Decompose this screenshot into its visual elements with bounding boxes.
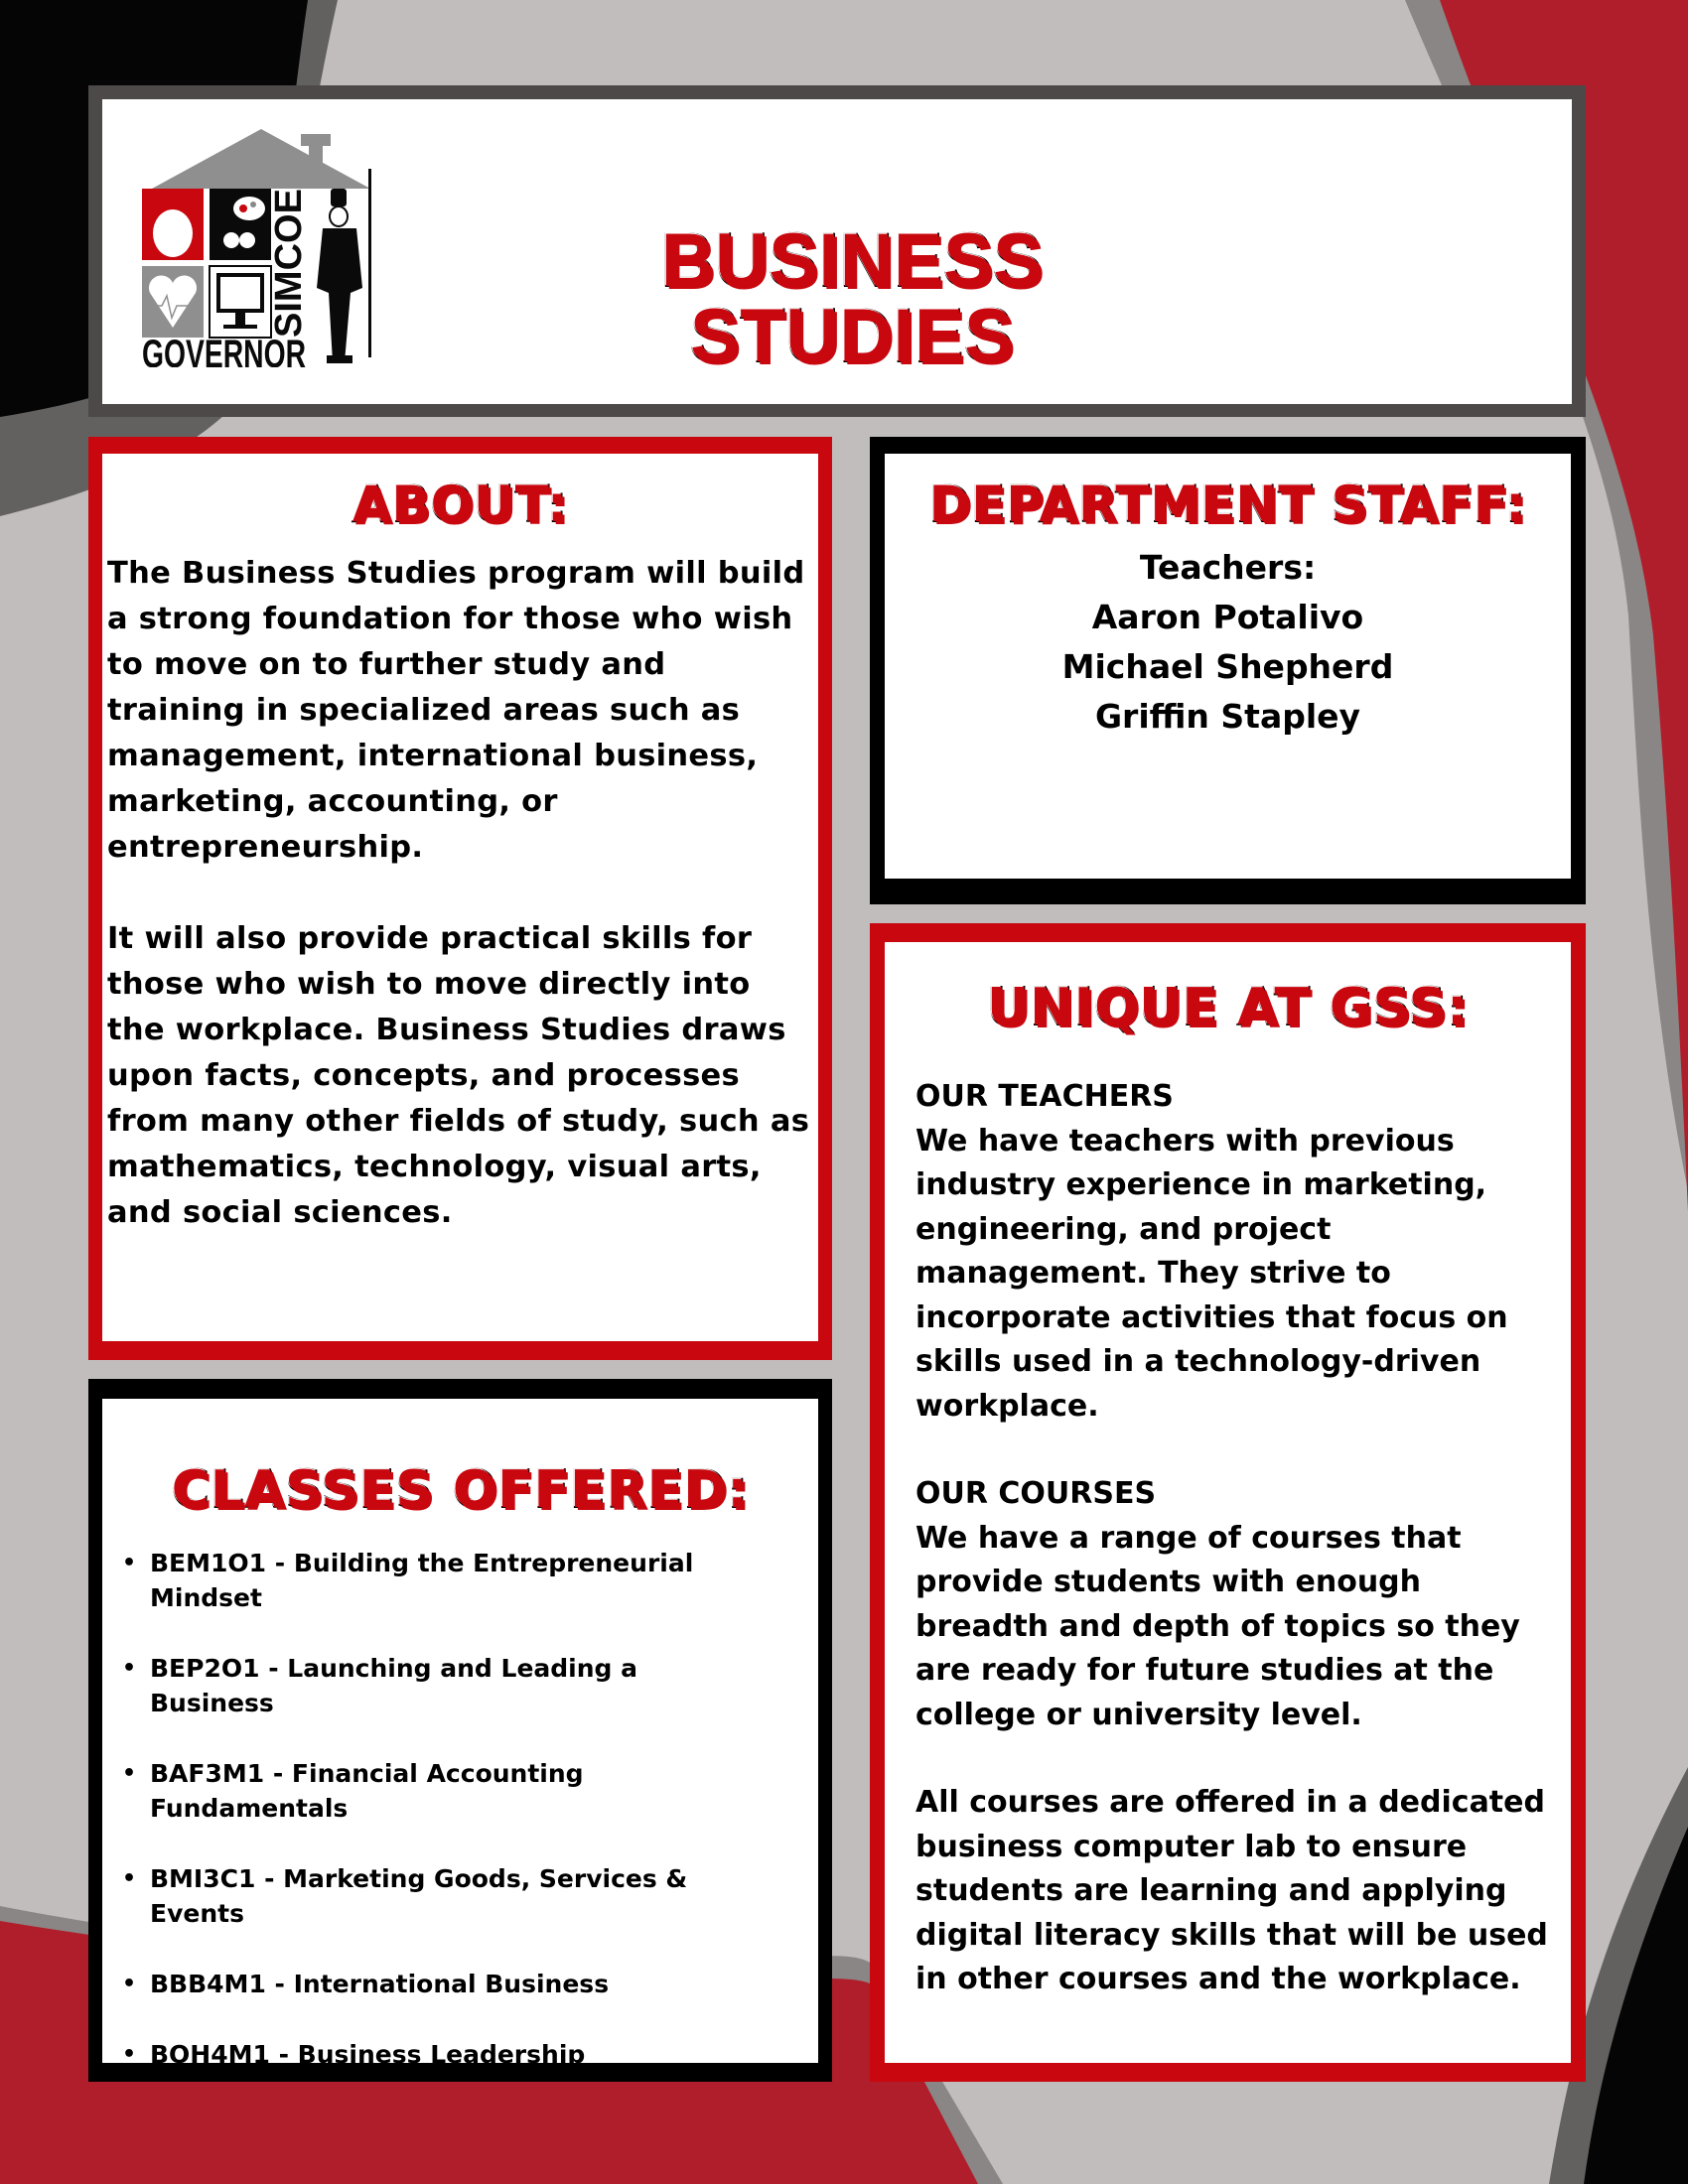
class-label: BEP2O1 - Launching and Leading a Business [150, 1654, 638, 1717]
unique-content [885, 1075, 1571, 2002]
about-paragraph-1: The Business Studies program will build a strong foundation for those who wish to move on to further study and training in specialized areas such as management, international business, marketing, accounting, or entrepreneurship. [107, 556, 805, 865]
about-title: ABOUT: [352, 476, 569, 533]
header-panel [102, 99, 1572, 404]
class-item [122, 1546, 718, 1615]
bg-blob-left-mid [0, 996, 89, 1291]
about-paragraph-2: It will also provide practical skills for those who wish to move directly into the workplace. Business Studies draws upon facts, concepts, and processes from many other fields of study, such as mathematics, technology, visual arts, and social sciences. [107, 921, 810, 1230]
class-item [122, 1967, 718, 2001]
staff-list [885, 543, 1571, 742]
bullet-icon: • [122, 2042, 137, 2067]
teacher-name: Michael Shepherd [1061, 647, 1394, 686]
logo-soldier-icon [317, 169, 371, 363]
logo-simcoe-text: SIMCOE [268, 189, 310, 338]
classes-offered-section [88, 1379, 832, 2082]
staff-panel [885, 454, 1571, 879]
bullet-icon: • [122, 1656, 137, 1681]
bullet-icon: • [122, 1761, 137, 1786]
teacher-name: Aaron Potalivo [1091, 598, 1364, 636]
our-courses-text: We have a range of courses that provide students with enough breadth and depth of topics so they are ready for future studies at the college or university level. [915, 1520, 1520, 1732]
our-teachers-text: We have teachers with previous industry experience in marketing, engineering, and project management. They strive to incorporate activities that focus on skills used in a technology-driven workplace. [915, 1123, 1508, 1424]
class-label: BAF3M1 - Financial Accounting Fundamentals [150, 1759, 584, 1823]
logo-roof-icon [152, 129, 370, 189]
school-logo [132, 129, 390, 367]
classes-panel [102, 1399, 818, 2069]
our-teachers-heading: OUR TEACHERS [915, 1079, 1174, 1114]
bullet-icon: • [122, 1551, 137, 1575]
bullet-icon: • [122, 1866, 137, 1891]
staff-label: Teachers: [1139, 548, 1317, 587]
class-label: BMI3C1 - Marketing Goods, Services & Events [150, 1864, 688, 1928]
class-item [122, 1651, 718, 1720]
unique-at-gss-section [870, 923, 1586, 2082]
our-courses-heading: OUR COURSES [915, 1476, 1157, 1511]
department-staff-section [870, 437, 1586, 904]
class-item [122, 1756, 718, 1826]
header-banner [88, 85, 1586, 417]
classes-title: CLASSES OFFERED: [171, 1460, 750, 1520]
teacher-name: Griffin Stapley [1094, 697, 1361, 736]
about-section [88, 437, 832, 1360]
class-label: BEM1O1 - Building the Entrepreneurial Mindset [150, 1549, 694, 1612]
computer-lab-text: All courses are offered in a dedicated business computer lab to ensure students are learning and applying digital literacy skills that will be used in other courses and the workplace. [915, 1785, 1548, 1996]
bullet-icon: • [122, 1972, 137, 1996]
class-list [102, 1546, 818, 2072]
unique-panel [885, 942, 1571, 2063]
class-label: BOH4M1 - Business Leadership [150, 2040, 586, 2069]
logo-governor-text: GOVERNOR [142, 333, 307, 367]
about-panel [102, 454, 818, 1341]
class-label: BBB4M1 - International Business [150, 1970, 610, 1998]
unique-title: UNIQUE AT GSS: [987, 978, 1469, 1037]
class-item [122, 2037, 718, 2072]
class-item [122, 1861, 718, 1931]
page-title: BUSINESS STUDIES [660, 218, 1044, 378]
staff-title: DEPARTMENT STAFF: [928, 476, 1527, 533]
